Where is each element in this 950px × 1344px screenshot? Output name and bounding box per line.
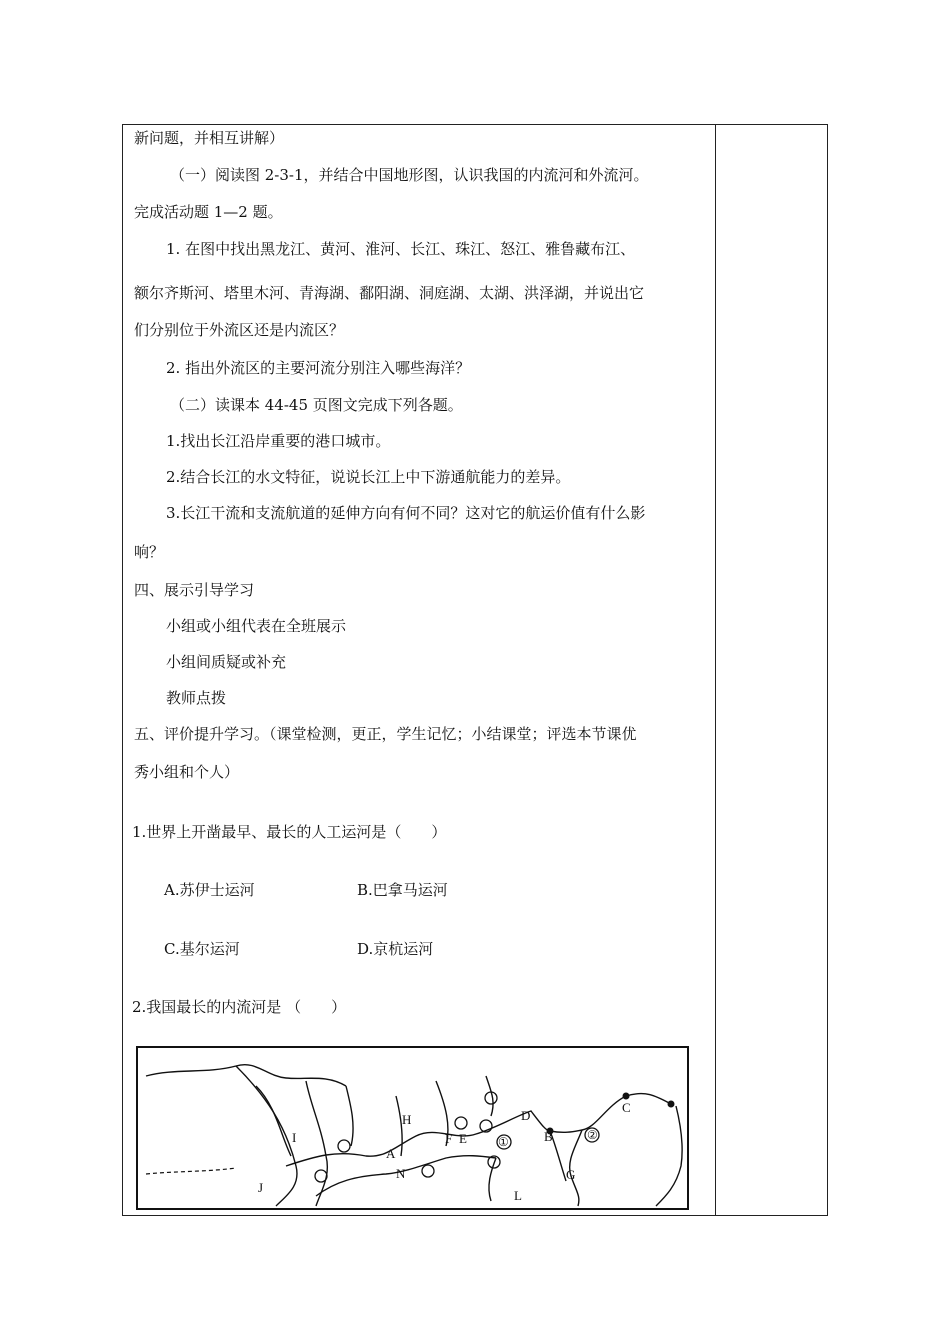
question-1: 1.世界上开凿最早、最长的人工运河是（ ） [132,823,447,841]
label-d: D [521,1108,531,1123]
label-b: B [544,1129,553,1144]
table-column-divider [715,124,716,1216]
text-line: 3.长江干流和支流航道的延伸方向有何不同？这对它的航运价值有什么影 [166,504,646,522]
port-markers [547,1093,675,1135]
text-line: 新问题，并相互讲解） [134,129,285,147]
text-line: （二）读课本 44-45 页图文完成下列各题。 [170,396,463,414]
option-d: D.京杭运河 [357,940,434,958]
section-heading: 五、评价提升学习。（课堂检测，更正，学生记忆；小结课堂；评选本节课优 [134,725,637,743]
text-line: 小组间质疑或补充 [166,653,287,671]
option-b: B.巴拿马运河 [357,881,448,899]
text-line: 完成活动题 1—2 题。 [134,203,283,221]
text-line: 们分别位于外流区还是内流区？ [134,321,345,339]
text-line: 小组或小组代表在全班展示 [166,617,347,635]
label-a: A [386,1146,396,1161]
label-g: G [566,1167,576,1182]
boundary-line [146,1168,236,1174]
label-l: L [514,1188,522,1203]
text-line: 2.结合长江的水文特征，说说长江上中下游通航能力的差异。 [166,468,571,486]
text-line: 响？ [134,543,165,561]
label-circle-1: ① [498,1135,509,1149]
label-n: N [396,1166,406,1181]
text-line: 额尔齐斯河、塔里木河、青海湖、鄱阳湖、洞庭湖、太湖、洪泽湖，并说出它 [134,284,645,302]
lake-symbols [315,1092,599,1182]
label-i: I [292,1130,297,1145]
section-heading: 四、展示引导学习 [134,581,255,599]
river-lines [146,1065,682,1206]
text-line: 教师点拨 [166,689,227,707]
label-circle-2: ② [587,1128,598,1142]
option-c: C.基尔运河 [164,940,240,958]
label-h: H [402,1112,412,1127]
label-c: C [622,1100,631,1115]
text-line: 1.找出长江沿岸重要的港口城市。 [166,432,391,450]
text-line: 秀小组和个人） [134,763,240,781]
option-a: A.苏伊士运河 [164,881,255,899]
text-line: 1. 在图中找出黑龙江、黄河、淮河、长江、珠江、怒江、雅鲁藏布江、 [166,240,636,258]
river-map [136,1046,689,1210]
label-e: E [459,1131,467,1146]
question-2: 2.我国最长的内流河是 （ ） [132,998,347,1016]
label-j: J [258,1180,264,1195]
text-line: 2. 指出外流区的主要河流分别注入哪些海洋？ [166,359,471,377]
text-line: （一）阅读图 2-3-1，并结合中国地形图，认识我国的内流河和外流河。 [170,166,649,184]
label-f: F [445,1131,453,1146]
map-frame [137,1047,688,1209]
